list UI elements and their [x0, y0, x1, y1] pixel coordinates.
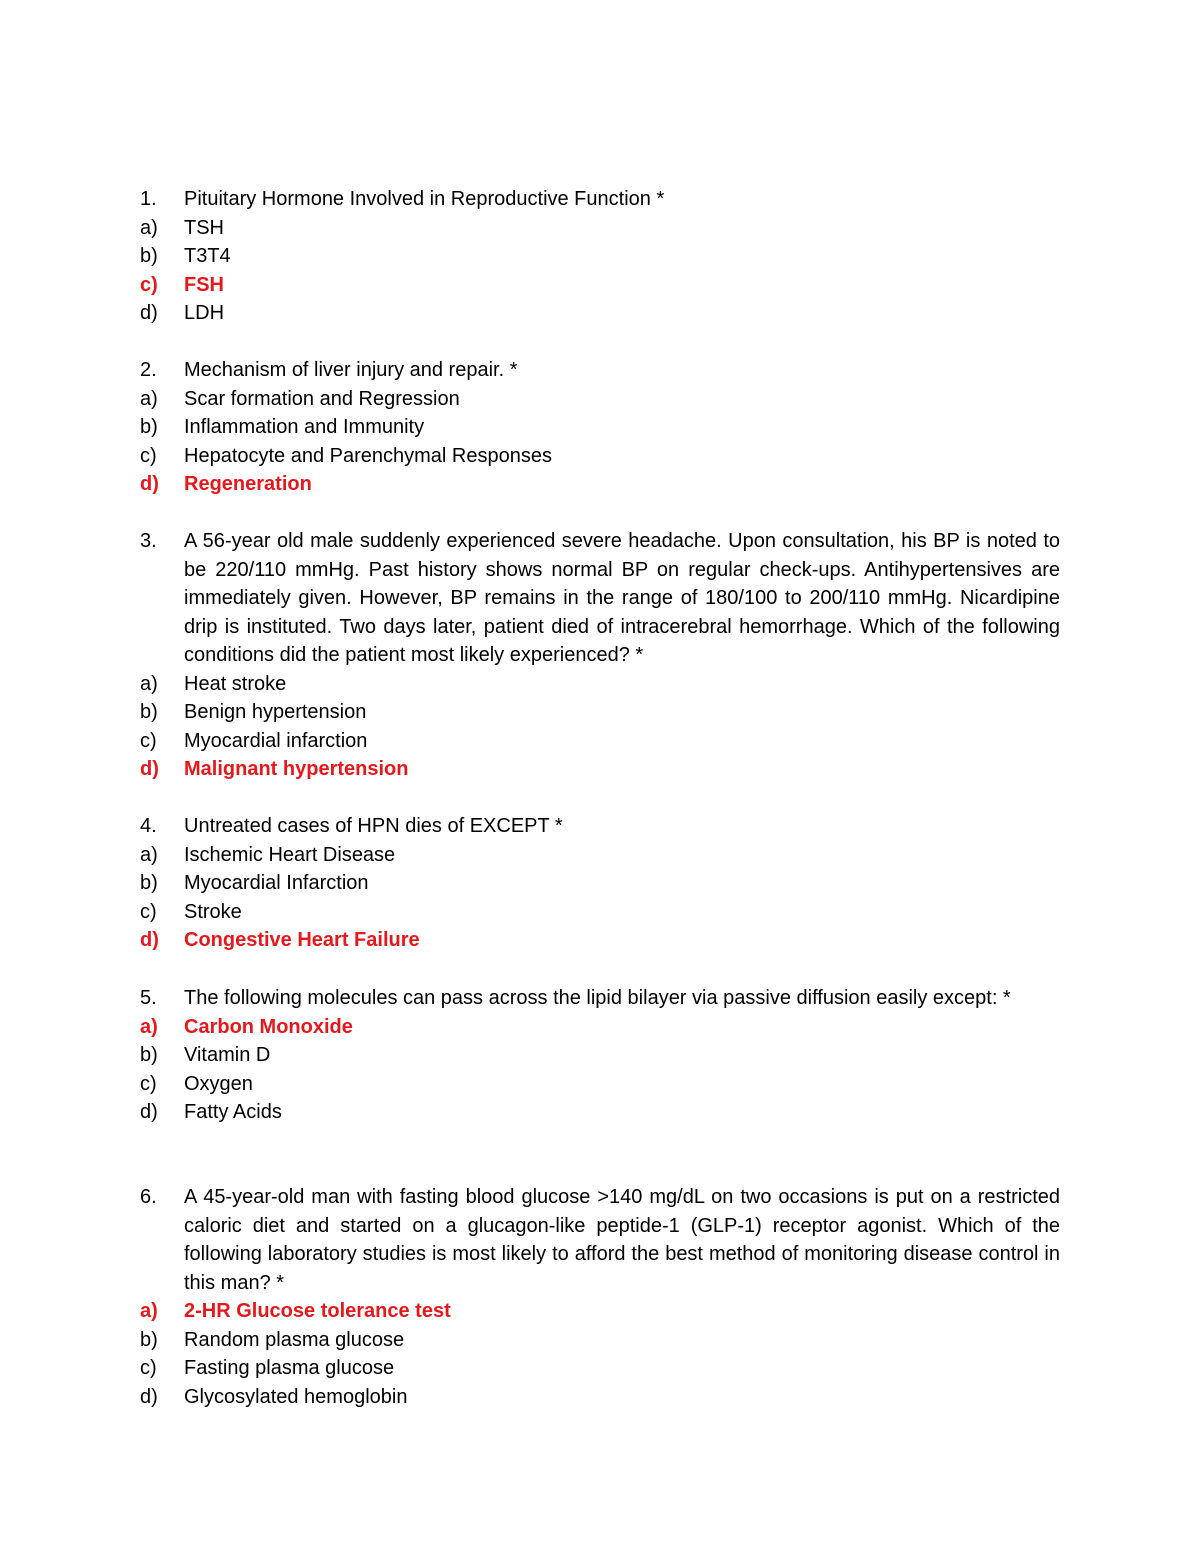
option-text: Stroke: [184, 900, 242, 923]
option-c: [140, 898, 1060, 927]
option-label: c): [140, 1357, 157, 1379]
question-number: 2.: [140, 359, 157, 381]
option-b: [140, 1326, 1060, 1355]
question-stem: [140, 984, 1060, 1013]
option-text: Myocardial Infarction: [184, 872, 369, 894]
question-text: Untreated cases of HPN dies of EXCEPT *: [184, 815, 563, 837]
option-b: [140, 242, 1060, 271]
option-c: [140, 1354, 1060, 1383]
option-label: d): [140, 302, 158, 324]
question-number: 3.: [140, 530, 157, 552]
option-label: d): [140, 473, 159, 495]
question-text: The following molecules can pass across the lipid bilayer via passive diffusion easily except: *: [184, 987, 1011, 1009]
question-text: A 56-year old male suddenly experienced severe headache. Upon consultation, his BP is noted to be 220/110 mmHg. Past history shows normal BP on regular check-ups. Antihypertensives are immediately given. However, BP remains in the range of 180/100 to 200/110 mmHg. Nicardipine drip is instituted. Two days later, patient died of intracerebral hemorrhage. Which of the following conditions did the patient most likely experienced? *: [184, 530, 1060, 666]
option-label: a): [140, 672, 158, 695]
question-3: [140, 527, 1060, 784]
option-text: Hepatocyte and Parenchymal Responses: [184, 444, 552, 467]
question-6: [140, 1183, 1060, 1411]
option-label: a): [140, 1300, 158, 1322]
question-number: 4.: [140, 815, 157, 837]
question-number: 5.: [140, 987, 157, 1009]
option-d: [140, 299, 1060, 328]
question-4: [140, 812, 1060, 955]
option-a-correct-answer: [140, 1013, 1060, 1042]
option-label: b): [140, 1044, 158, 1066]
question-text: A 45-year-old man with fasting blood glucose >140 mg/dL on two occasions is put on a restricted caloric diet and started on a glucagon-like peptide-1 (GLP-1) receptor agonist. Which of the following laboratory studies is most likely to afford the best method of monitoring disease control in this man? *: [184, 1186, 1060, 1294]
option-label: d): [140, 929, 159, 951]
question-5: [140, 984, 1060, 1127]
option-text: Vitamin D: [184, 1044, 271, 1066]
option-text: Fatty Acids: [184, 1101, 282, 1123]
option-text: Malignant hypertension: [184, 758, 409, 780]
option-text: 2-HR Glucose tolerance test: [184, 1300, 451, 1322]
option-text: Carbon Monoxide: [184, 1015, 353, 1038]
option-label: b): [140, 1328, 158, 1351]
option-text: Inflammation and Immunity: [184, 416, 425, 438]
option-c: [140, 1070, 1060, 1099]
question-2: [140, 356, 1060, 499]
option-c: [140, 442, 1060, 471]
option-b: [140, 1041, 1060, 1070]
option-label: b): [140, 701, 158, 723]
option-text: Congestive Heart Failure: [184, 929, 420, 951]
option-label: d): [140, 1385, 158, 1408]
option-text: TSH: [184, 216, 224, 239]
option-a: [140, 214, 1060, 243]
option-label: d): [140, 1101, 158, 1123]
option-label: c): [140, 900, 157, 923]
question-1: [140, 185, 1060, 328]
option-text: T3T4: [184, 245, 231, 267]
option-a: [140, 670, 1060, 699]
question-text: Mechanism of liver injury and repair. *: [184, 359, 518, 381]
option-b: [140, 413, 1060, 442]
option-b: [140, 869, 1060, 898]
option-label: c): [140, 273, 158, 296]
option-d-correct-answer: [140, 926, 1060, 955]
option-label: a): [140, 843, 158, 866]
option-label: c): [140, 444, 157, 467]
option-label: a): [140, 216, 158, 239]
option-a: [140, 385, 1060, 414]
option-d-correct-answer: [140, 755, 1060, 784]
option-d-correct-answer: [140, 470, 1060, 499]
question-stem: [140, 356, 1060, 385]
option-text: Oxygen: [184, 1072, 253, 1095]
option-a-correct-answer: [140, 1297, 1060, 1326]
question-stem: [140, 812, 1060, 841]
option-text: Glycosylated hemoglobin: [184, 1385, 408, 1408]
question-stem: [140, 185, 1060, 214]
option-c-correct-answer: [140, 271, 1060, 300]
option-b: [140, 698, 1060, 727]
question-text: Pituitary Hormone Involved in Reproductive Function *: [184, 188, 665, 210]
option-label: d): [140, 758, 159, 780]
option-label: b): [140, 872, 158, 894]
question-number: 1.: [140, 188, 157, 210]
option-label: b): [140, 416, 158, 438]
option-c: [140, 727, 1060, 756]
option-text: Myocardial infarction: [184, 729, 368, 752]
option-a: [140, 841, 1060, 870]
option-label: a): [140, 1015, 158, 1038]
option-label: c): [140, 729, 157, 752]
option-d: [140, 1098, 1060, 1127]
option-text: LDH: [184, 302, 225, 324]
option-d: [140, 1383, 1060, 1412]
option-label: b): [140, 245, 158, 267]
option-label: a): [140, 387, 158, 410]
option-label: c): [140, 1072, 157, 1095]
option-text: FSH: [184, 273, 224, 296]
option-text: Ischemic Heart Disease: [184, 843, 396, 866]
question-number: 6.: [140, 1186, 157, 1208]
option-text: Regeneration: [184, 473, 312, 495]
question-stem: [140, 1183, 1060, 1297]
option-text: Scar formation and Regression: [184, 387, 460, 410]
option-text: Fasting plasma glucose: [184, 1357, 395, 1379]
option-text: Benign hypertension: [184, 701, 367, 723]
option-text: Heat stroke: [184, 672, 287, 695]
option-text: Random plasma glucose: [184, 1328, 405, 1351]
question-stem: [140, 527, 1060, 670]
